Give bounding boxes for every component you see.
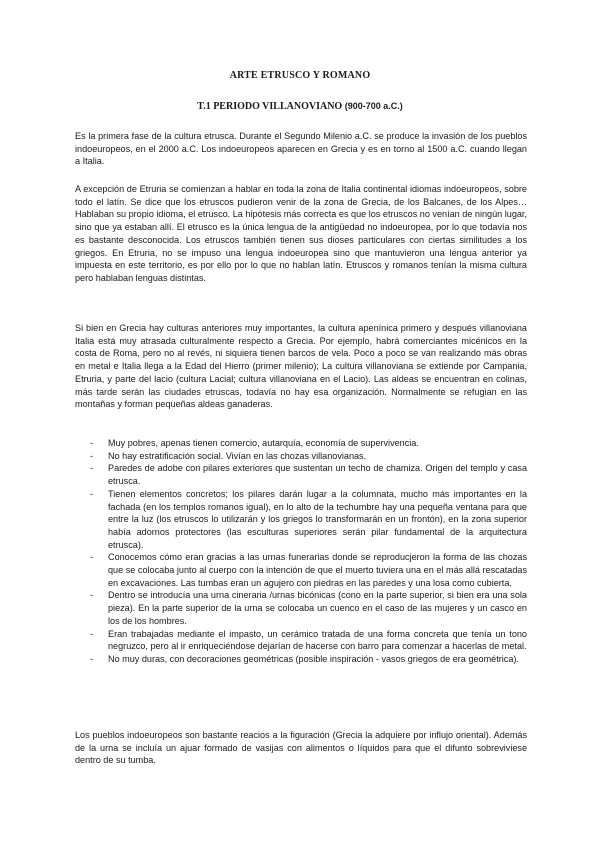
list-item-text: Eran trabajadas mediante el impasto, un cerámico tratada de una forma concreta que tenía un tono negruzco, pero al ir enriqueciéndose dejarían de hacerse con barro para comenzar a hacerlas de metal. <box>108 628 527 652</box>
bullet-list <box>75 437 527 666</box>
list-item <box>75 488 527 552</box>
paragraph-intro: Es la primera fase de la cultura etrusca. Durante el Segundo Milenio a.C. se produce la invasión de los pueblos indoeuropeos, en el 2000 a.C. Los indoeuropeos aparecen en Grecia y es en torno al 1500 a.C. cuando llegan a Italia. <box>75 131 527 167</box>
list-item-text: Muy pobres, apenas tienen comercio, autarquía, economía de supervivencia. <box>108 438 419 448</box>
bullet-dash: - <box>90 552 94 563</box>
list-item <box>75 589 527 627</box>
list-item <box>75 653 527 666</box>
list-item-text: Conocemos cómo eran gracias a las urnas funerarias donde se reproducjeron la forma de las chozas que se colocaba junto al cuerpo con la intención de que el muerto tuviera una en el más allá rescatadas en excavaciones. Las tumbas eran un agujero con piedras en las paredes y una losa como cubierta. <box>108 552 527 588</box>
list-item-text: Tienen elementos concretos; los pilares darán lugar a la columnata, mucho más importantes en la fachada (en los templos romanos igual), en lo alto de la techumbre hay una pequeña ventana para que entre la luz (los etruscos lo utilizarán y los griegos lo transformarán en un frontón), en la zona superior había adornos protectores (las esculturas superiores serán pilar fundamental de la arquitectura etrusca). <box>108 488 527 550</box>
paragraph-language: A excepción de Etruria se comienzan a hablar en toda la zona de Italia continental idiomas indoeuropeos, sobre todo el latín. Se dice que los etruscos pudieron venir de la zona de Grecia, de los Balcanes, de los Alpes… Hablaban su propio idioma, el etrusco. La hipótesis más correcta es que los etruscos no venían de ningún lugar, sino que ya estaban allí. El etrusco es la única lengua de la antigüedad no indoeuropea, por lo que todavía nos es bastante desconocida. Los etruscos también tienen sus dioses particulares con ciertas similitudes a los griegos. En Etruria, no se impuso una lengua indoeuropea sino que mantuvieron una lengua anterior ya impuesta en este territorio, es por ello por lo que no hablan latín. Etruscos y romanos tenían la misma cultura pero hablaban lenguas distintas. <box>75 184 527 283</box>
list-item <box>75 462 527 487</box>
paragraph-culture: Si bien en Grecia hay culturas anteriores muy importantes, la cultura apenínica primero y después villanoviana Italia está muy atrasada culturalmente respecto a Grecia. Por ejemplo, habrá comerciantes micénicos en la costa de Roma, pero no al revés, ni siquiera tienen barcos de vela. Poco a poco se van realizando más obras en metal e Italia llega a la Edad del Hierro (primer milenio); La cultura villanoviana se extiende por Campania, Etruria, y parte del lacio (cultura Lacial; cultura villanoviana en el Lacio). Las aldeas se encuentran en colinas, más tarde serán las ciudades etruscas, todavía no hay esa organización. Normalmente se refugian en las montañas y forman pequeñas aldeas ganaderas. <box>75 323 527 410</box>
list-item <box>75 628 527 653</box>
bullet-dash: - <box>90 590 94 601</box>
bullet-dash: - <box>90 438 94 448</box>
document-title: ARTE ETRUSCO Y ROMANO <box>229 70 371 81</box>
section-heading-title: T.1 PERIODO VILLANOVIANO <box>197 101 345 112</box>
list-item-text: Paredes de adobe con pilares exteriores que sustentan un techo de chamiza. Origen del templo y casa etrusca. <box>108 463 527 487</box>
bullet-dash: - <box>90 463 94 474</box>
list-item-text: Dentro se introducía una urna cineraria /urnas bicónicas (cono en la parte superior, si bien era una sola pieza). En la parte superior de la urna se colocaba un cuenco en el caso de las mujeres y un casco en los de los hombres. <box>108 590 527 626</box>
section-heading <box>0 101 600 112</box>
bullet-dash: - <box>90 450 94 461</box>
bullet-dash: - <box>90 653 94 664</box>
paragraph-figuration: Los pueblos indoeuropeos son bastante reacios a la figuración (Grecia la adquiere por influjo oriental). Además de la urna se incluía un ajuar formado de vasijas con alimentos o líquidos para que el difunto sobreviviese dentro de su tumba. <box>75 730 527 766</box>
list-item <box>75 437 527 450</box>
list-item <box>75 551 527 589</box>
bullet-dash: - <box>90 488 94 499</box>
list-item-text: No hay estratificación social. Vivían en las chozas villanovianas. <box>108 450 367 461</box>
bullet-dash: - <box>90 628 94 639</box>
section-heading-dates: (900-700 a.C.) <box>344 101 403 111</box>
list-item-text: No muy duras, con decoraciones geométricas (posible inspiración - vasos griegos de era geométrica). <box>108 653 519 664</box>
list-item <box>75 450 527 463</box>
